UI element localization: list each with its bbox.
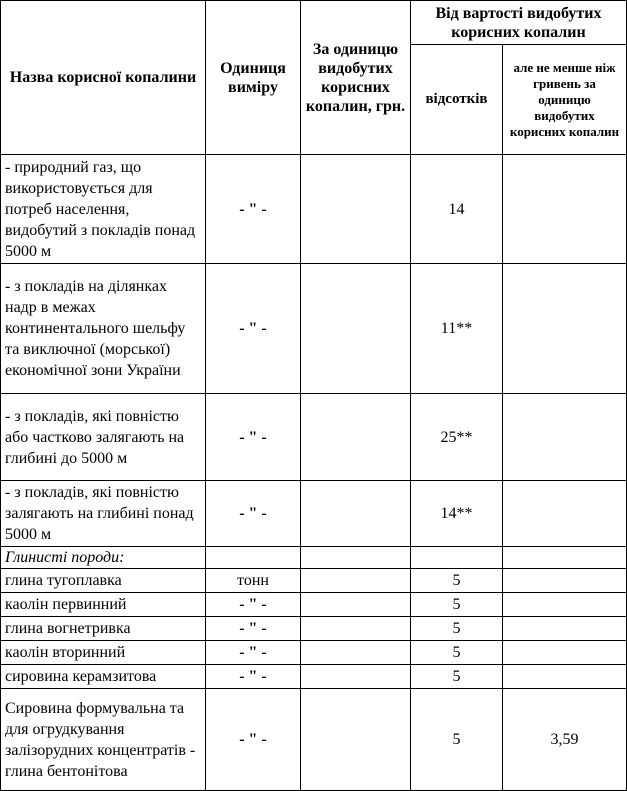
- per-unit-cell: [301, 665, 411, 689]
- percent-cell: 5: [411, 641, 503, 665]
- table-row: [1, 155, 627, 264]
- mineral-name-cell: каолін первинний: [1, 593, 206, 617]
- mineral-name-cell: глина тугоплавка: [1, 569, 206, 593]
- section-title: Глинисті породи:: [1, 547, 206, 569]
- minimum-cell: [503, 641, 627, 665]
- unit-cell: - " -: [206, 155, 301, 264]
- per-unit-cell: [301, 593, 411, 617]
- percent-cell: 5: [411, 665, 503, 689]
- percent-cell: 5: [411, 617, 503, 641]
- minimum-cell: [503, 665, 627, 689]
- percent-cell: 25**: [411, 394, 503, 481]
- header-minimum: але не менше ніж гривень за одиницю видобутих корисних копалин: [503, 45, 627, 155]
- percent-cell: 5: [411, 593, 503, 617]
- header-value-group: Від вартості видобутих корисних копалин: [411, 1, 627, 45]
- mineral-name-cell: - з покладів, які повністю залягають на глибині понад 5000 м: [1, 481, 206, 547]
- empty-cell: [411, 547, 503, 569]
- header-unit: Одиниця виміру: [206, 1, 301, 155]
- mineral-name-cell: - з покладів, які повністю або частково залягають на глибині до 5000 м: [1, 394, 206, 481]
- table-row: [1, 394, 627, 481]
- minimum-cell: [503, 394, 627, 481]
- header-mineral-name: Назва корисної копалини: [1, 1, 206, 155]
- empty-cell: [301, 547, 411, 569]
- unit-cell: тонн: [206, 569, 301, 593]
- unit-cell: - " -: [206, 617, 301, 641]
- table-row: [1, 569, 627, 593]
- unit-cell: - " -: [206, 689, 301, 791]
- per-unit-cell: [301, 641, 411, 665]
- unit-cell: - " -: [206, 593, 301, 617]
- minimum-cell: [503, 569, 627, 593]
- mineral-name-cell: глина вогнетривка: [1, 617, 206, 641]
- table-row: [1, 617, 627, 641]
- header-per-unit: За одиницю видобутих корисних копалин, грн.: [301, 1, 411, 155]
- minimum-cell: [503, 481, 627, 547]
- empty-cell: [206, 547, 301, 569]
- table-row: [1, 689, 627, 791]
- percent-cell: 5: [411, 689, 503, 791]
- minimum-cell: [503, 617, 627, 641]
- unit-cell: - " -: [206, 394, 301, 481]
- table-row: [1, 665, 627, 689]
- header-percent: відсотків: [411, 45, 503, 155]
- minimum-cell: [503, 264, 627, 394]
- percent-cell: 14: [411, 155, 503, 264]
- unit-cell: - " -: [206, 481, 301, 547]
- minimum-cell: [503, 155, 627, 264]
- percent-cell: 14**: [411, 481, 503, 547]
- per-unit-cell: [301, 481, 411, 547]
- per-unit-cell: [301, 569, 411, 593]
- unit-cell: - " -: [206, 641, 301, 665]
- empty-cell: [503, 547, 627, 569]
- mineral-name-cell: - з покладів на ділянках надр в межах континентального шельфу та виключної (морської) економічної зони України: [1, 264, 206, 394]
- minimum-cell: [503, 593, 627, 617]
- percent-cell: 5: [411, 569, 503, 593]
- percent-cell: 11**: [411, 264, 503, 394]
- table-row: [1, 593, 627, 617]
- mineral-name-cell: каолін вторинний: [1, 641, 206, 665]
- per-unit-cell: [301, 617, 411, 641]
- per-unit-cell: [301, 155, 411, 264]
- section-row: [1, 547, 627, 569]
- table-row: [1, 481, 627, 547]
- per-unit-cell: [301, 264, 411, 394]
- unit-cell: - " -: [206, 665, 301, 689]
- table-row: [1, 641, 627, 665]
- table-row: [1, 264, 627, 394]
- minimum-cell: 3,59: [503, 689, 627, 791]
- mineral-name-cell: Сировина формувальна та для огрудкування залізорудних концентратів - глина бентонітова: [1, 689, 206, 791]
- mineral-name-cell: - природний газ, що використовується для потреб населення, видобутий з покладів понад 5000 м: [1, 155, 206, 264]
- per-unit-cell: [301, 689, 411, 791]
- mineral-name-cell: сировина керамзитова: [1, 665, 206, 689]
- per-unit-cell: [301, 394, 411, 481]
- unit-cell: - " -: [206, 264, 301, 394]
